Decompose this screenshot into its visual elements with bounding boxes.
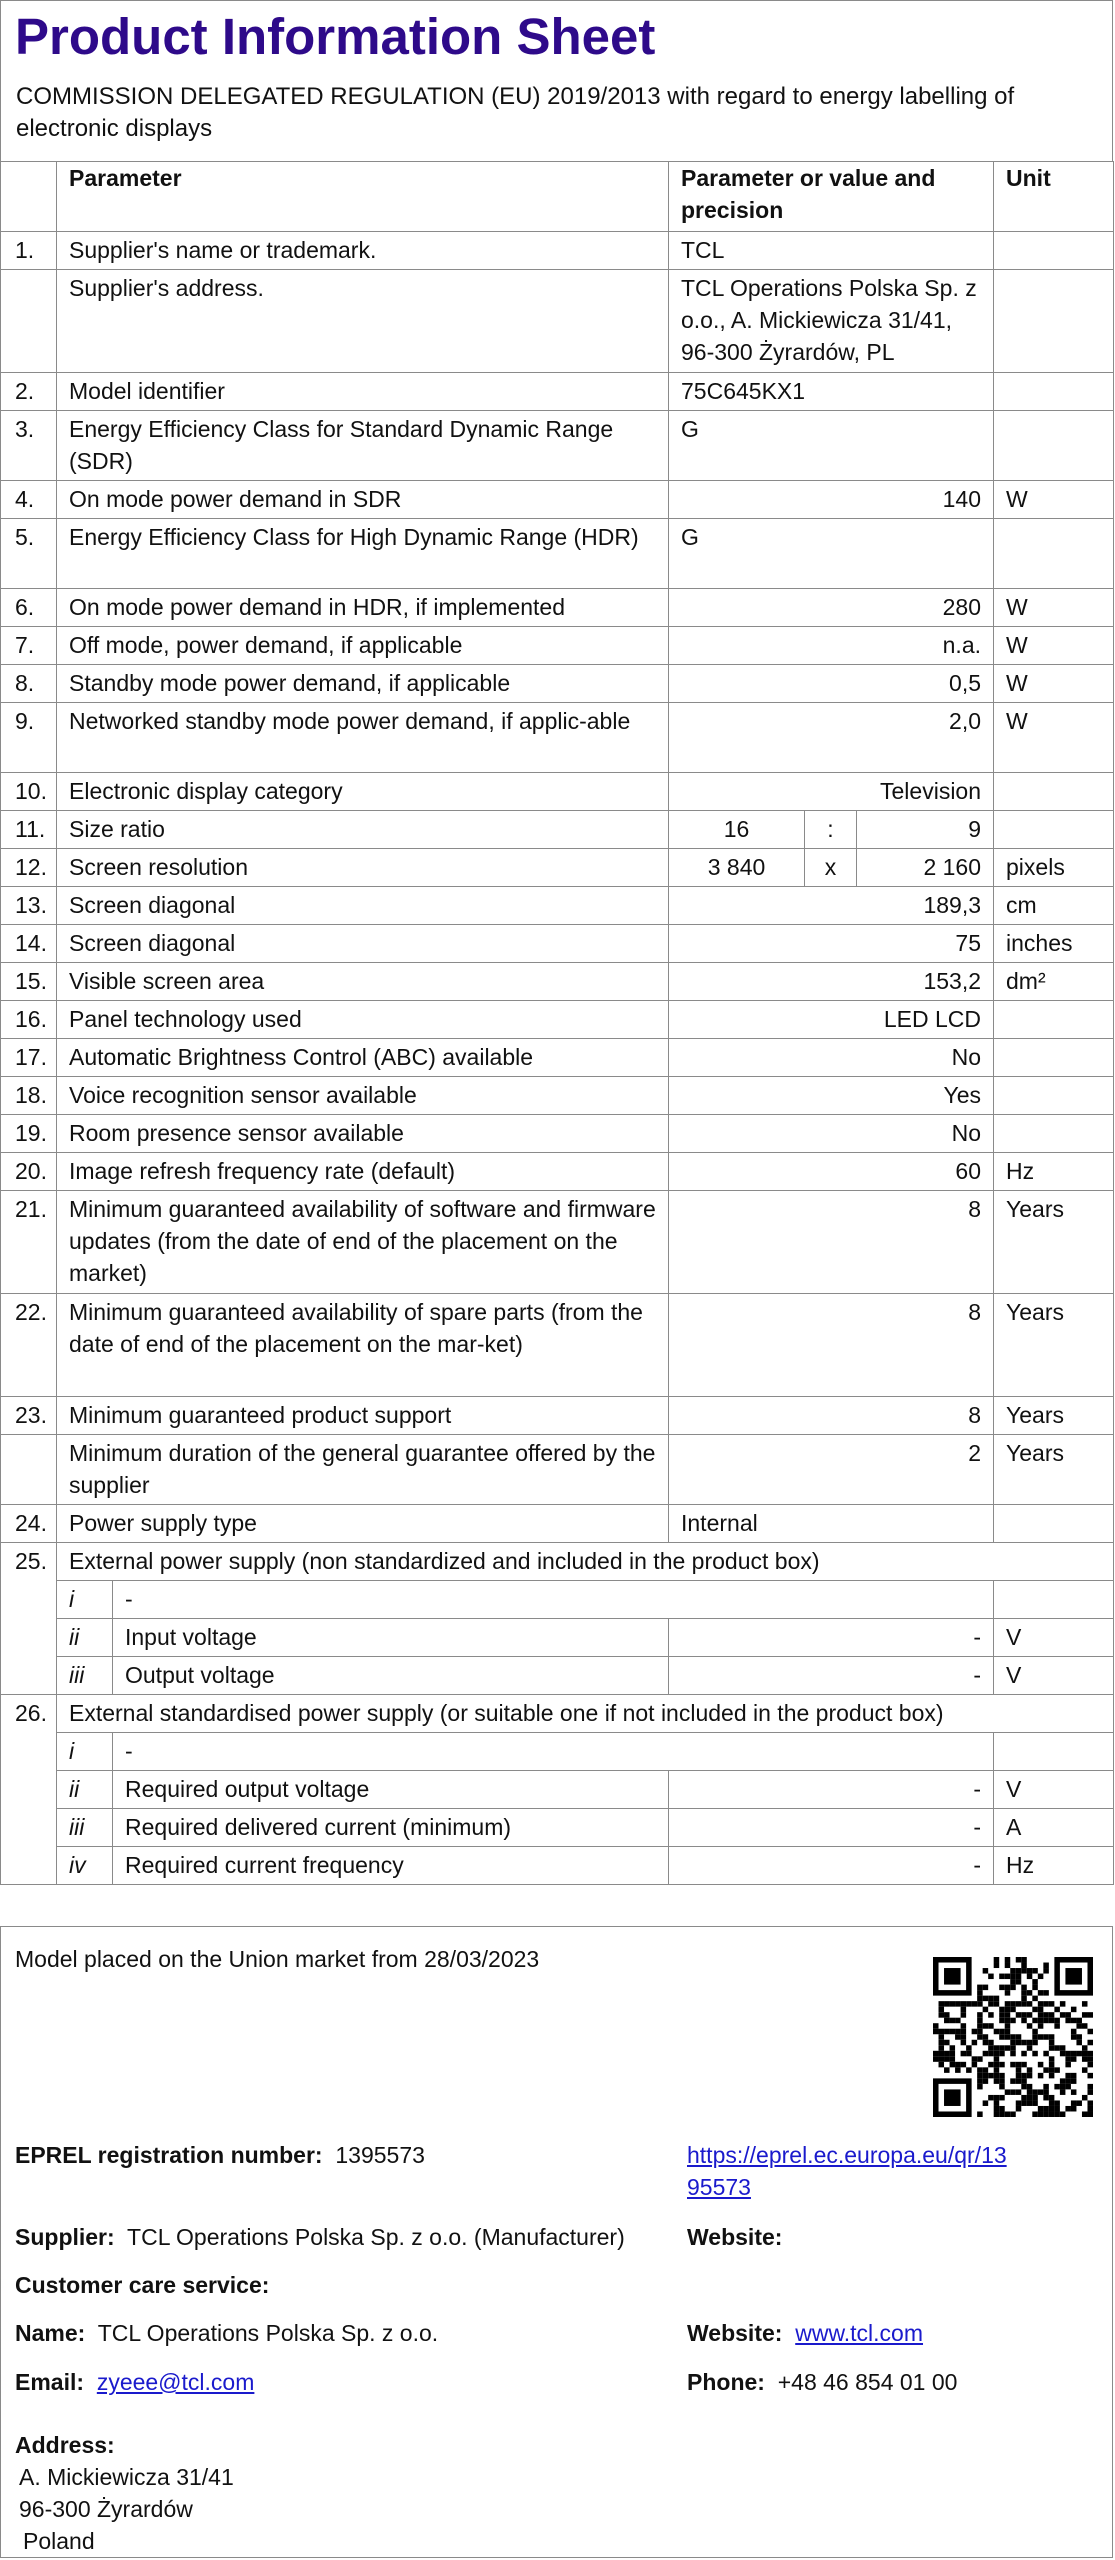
- row-number: 22.: [1, 1294, 57, 1397]
- row-unit: [994, 1039, 1114, 1077]
- row-number: 25.: [1, 1543, 57, 1695]
- row-value: No: [669, 1039, 994, 1077]
- sub-value: -: [669, 1847, 994, 1885]
- eprel-link-line2[interactable]: 95573: [687, 2174, 751, 2200]
- row-number: 10.: [1, 773, 57, 811]
- eprel-number: 1395573: [335, 2142, 425, 2168]
- sub-label: -: [113, 1581, 994, 1619]
- row-value: Internal: [669, 1505, 994, 1543]
- address-line-2: 96-300 Żyrardów: [19, 2496, 193, 2522]
- sub-unit: Hz: [994, 1847, 1114, 1885]
- row-number: [1, 270, 57, 373]
- table-row: [1, 665, 1114, 703]
- table-row: [1, 519, 1114, 589]
- row-number: 20.: [1, 1153, 57, 1191]
- footer-info: [0, 1926, 1113, 2558]
- row-unit: W: [994, 589, 1114, 627]
- row-unit: Years: [994, 1191, 1114, 1294]
- table-row: [1, 849, 1114, 887]
- row-parameter: Image refresh frequency rate (default): [57, 1153, 669, 1191]
- website-link[interactable]: www.tcl.com: [795, 2320, 924, 2346]
- address-label: Address:: [15, 2432, 115, 2458]
- row-parameter: Minimum guaranteed availability of spare parts (from the date of end of the placement on the mar-ket): [57, 1294, 669, 1397]
- website-row-2: [687, 2317, 923, 2349]
- supplier-label: Supplier:: [15, 2224, 115, 2250]
- table-header-row: [1, 162, 1114, 232]
- table-row: [1, 925, 1114, 963]
- supplier-value: TCL Operations Polska Sp. z o.o. (Manufacturer): [127, 2224, 625, 2250]
- row-parameter: On mode power demand in SDR: [57, 481, 669, 519]
- row-parameter: Energy Efficiency Class for Standard Dynamic Range (SDR): [57, 411, 669, 481]
- row-number: 9.: [1, 703, 57, 773]
- table-row: [1, 1294, 1114, 1397]
- address-line-1: A. Mickiewicza 31/41: [19, 2464, 234, 2490]
- row-value: LED LCD: [669, 1001, 994, 1039]
- row-value: 280: [669, 589, 994, 627]
- row-unit: pixels: [994, 849, 1114, 887]
- header-parameter: Parameter: [57, 162, 669, 232]
- sub-index: iii: [57, 1657, 113, 1695]
- row-value: 8: [669, 1294, 994, 1397]
- row-number: 13.: [1, 887, 57, 925]
- row-value: Television: [669, 773, 994, 811]
- row-parameter: Supplier's address.: [57, 270, 669, 373]
- sub-label: -: [113, 1733, 994, 1771]
- row-value: No: [669, 1115, 994, 1153]
- row-value: 8: [669, 1191, 994, 1294]
- sub-unit: V: [994, 1771, 1114, 1809]
- row-unit: [994, 232, 1114, 270]
- eprel-row: [15, 2139, 425, 2171]
- row-value: G: [669, 411, 994, 481]
- table-row: [1, 1039, 1114, 1077]
- row-value: 2: [669, 1435, 994, 1505]
- row-parameter: Minimum guaranteed availability of software and firmware updates (from the date of end of the placement on the market): [57, 1191, 669, 1294]
- row-value-sep: x: [805, 849, 857, 887]
- sub-unit: [994, 1733, 1114, 1771]
- row-parameter: Size ratio: [57, 811, 669, 849]
- sub-value: -: [669, 1619, 994, 1657]
- sub-label: Required current frequency: [113, 1847, 669, 1885]
- row-unit: Years: [994, 1294, 1114, 1397]
- row-number: 2.: [1, 373, 57, 411]
- row-value-a: 16: [669, 811, 805, 849]
- row-parameter: Power supply type: [57, 1505, 669, 1543]
- table-row: [1, 1001, 1114, 1039]
- table-row: [1, 1191, 1114, 1294]
- row-value: 153,2: [669, 963, 994, 1001]
- table-row: [1, 1657, 1114, 1695]
- row-number: 7.: [1, 627, 57, 665]
- table-row: [1, 773, 1114, 811]
- row-number: 26.: [1, 1695, 57, 1885]
- sub-value: -: [669, 1771, 994, 1809]
- row-value: G: [669, 519, 994, 589]
- row-parameter: Off mode, power demand, if applicable: [57, 627, 669, 665]
- table-row: [1, 1397, 1114, 1435]
- website-label-1: Website:: [687, 2224, 783, 2250]
- row-value: n.a.: [669, 627, 994, 665]
- row-number: 11.: [1, 811, 57, 849]
- header-value: Parameter or value and precision: [669, 162, 994, 232]
- row-unit: [994, 1077, 1114, 1115]
- table-row: [1, 1505, 1114, 1543]
- row-unit: W: [994, 481, 1114, 519]
- row-parameter: Visible screen area: [57, 963, 669, 1001]
- row-unit: Hz: [994, 1153, 1114, 1191]
- row-unit: [994, 1505, 1114, 1543]
- table-row: [1, 811, 1114, 849]
- sub-label: Required delivered current (minimum): [113, 1809, 669, 1847]
- sub-unit: V: [994, 1619, 1114, 1657]
- eprel-label: EPREL registration number:: [15, 2142, 323, 2168]
- row-number: 17.: [1, 1039, 57, 1077]
- row-parameter: Minimum duration of the general guarantee offered by the supplier: [57, 1435, 669, 1505]
- header-num: [1, 162, 57, 232]
- sub-value: -: [669, 1809, 994, 1847]
- name-label: Name:: [15, 2320, 86, 2346]
- phone-value: +48 46 854 01 00: [777, 2369, 958, 2395]
- row-unit: inches: [994, 925, 1114, 963]
- table-row: [1, 373, 1114, 411]
- supplier-row: [15, 2221, 625, 2253]
- sub-label: Input voltage: [113, 1619, 669, 1657]
- table-row: [1, 1435, 1114, 1505]
- row-number: 18.: [1, 1077, 57, 1115]
- row-unit: [994, 411, 1114, 481]
- row-unit: [994, 1001, 1114, 1039]
- regulation-subtitle: COMMISSION DELEGATED REGULATION (EU) 2019/2013 with regard to energy labelling of electronic displays: [16, 83, 1015, 142]
- row-number: 6.: [1, 589, 57, 627]
- row-parameter: Standby mode power demand, if applicable: [57, 665, 669, 703]
- header-unit: Unit: [994, 162, 1114, 232]
- row-unit: [994, 811, 1114, 849]
- care-name-row: [15, 2317, 438, 2349]
- sub-label: Required output voltage: [113, 1771, 669, 1809]
- eprel-link-line1[interactable]: https://eprel.ec.europa.eu/qr/13: [687, 2142, 1007, 2168]
- row-unit: W: [994, 665, 1114, 703]
- sub-index: ii: [57, 1619, 113, 1657]
- row-value: 189,3: [669, 887, 994, 925]
- row-unit: cm: [994, 887, 1114, 925]
- row-parameter: On mode power demand in HDR, if implemented: [57, 589, 669, 627]
- row-unit: W: [994, 703, 1114, 773]
- row-unit: [994, 1115, 1114, 1153]
- row-unit: [994, 373, 1114, 411]
- website-row-1: [687, 2221, 782, 2253]
- row-parameter: Electronic display category: [57, 773, 669, 811]
- table-row: [1, 1115, 1114, 1153]
- table-row: [1, 232, 1114, 270]
- row-unit: W: [994, 627, 1114, 665]
- table-row: [1, 1771, 1114, 1809]
- row-value: 8: [669, 1397, 994, 1435]
- email-link[interactable]: zyeee@tcl.com: [96, 2369, 255, 2395]
- table-row: [1, 1153, 1114, 1191]
- sub-index: iii: [57, 1809, 113, 1847]
- row-number: 24.: [1, 1505, 57, 1543]
- row-parameter: Minimum guaranteed product support: [57, 1397, 669, 1435]
- row-number: 16.: [1, 1001, 57, 1039]
- sub-index: i: [57, 1581, 113, 1619]
- row-number: 23.: [1, 1397, 57, 1435]
- std_psu-title-row: [1, 1695, 1114, 1733]
- row-parameter: Model identifier: [57, 373, 669, 411]
- phone-label: Phone:: [687, 2369, 765, 2395]
- table-row: [1, 1077, 1114, 1115]
- row-unit: [994, 773, 1114, 811]
- row-number: 5.: [1, 519, 57, 589]
- row-value: 2,0: [669, 703, 994, 773]
- row-parameter: Networked standby mode power demand, if applic-able: [57, 703, 669, 773]
- row-unit: dm²: [994, 963, 1114, 1001]
- table-row: [1, 1809, 1114, 1847]
- sub-label: Output voltage: [113, 1657, 669, 1695]
- table-row: [1, 703, 1114, 773]
- table-row: [1, 1581, 1114, 1619]
- qr-code-icon: [933, 1957, 1093, 2117]
- sub-unit: V: [994, 1657, 1114, 1695]
- row-value: 75: [669, 925, 994, 963]
- email-row: [15, 2366, 254, 2398]
- eprel-link[interactable]: [687, 2139, 1007, 2203]
- row-number: 1.: [1, 232, 57, 270]
- row-value: TCL: [669, 232, 994, 270]
- table-row: [1, 481, 1114, 519]
- row-unit: [994, 270, 1114, 373]
- row-number: 21.: [1, 1191, 57, 1294]
- group-title: External standardised power supply (or suitable one if not included in the product box): [57, 1695, 1114, 1733]
- website-label-2: Website:: [687, 2320, 783, 2346]
- row-parameter: Screen diagonal: [57, 925, 669, 963]
- row-value-sep: :: [805, 811, 857, 849]
- header: [0, 0, 1113, 162]
- row-parameter: Room presence sensor available: [57, 1115, 669, 1153]
- page-title: Product Information Sheet: [15, 8, 656, 65]
- table-row: [1, 1733, 1114, 1771]
- table-row: [1, 589, 1114, 627]
- address-line-3: Poland: [23, 2528, 95, 2554]
- name-value: TCL Operations Polska Sp. z o.o.: [97, 2320, 439, 2346]
- row-number: 15.: [1, 963, 57, 1001]
- row-number: 14.: [1, 925, 57, 963]
- table-row: [1, 1619, 1114, 1657]
- table-row: [1, 270, 1114, 373]
- row-parameter: Energy Efficiency Class for High Dynamic Range (HDR): [57, 519, 669, 589]
- table-row: [1, 627, 1114, 665]
- row-value: 60: [669, 1153, 994, 1191]
- row-parameter: Supplier's name or trademark.: [57, 232, 669, 270]
- email-label: Email:: [15, 2369, 85, 2395]
- row-unit: Years: [994, 1397, 1114, 1435]
- row-value: 75C645KX1: [669, 373, 994, 411]
- row-number: 12.: [1, 849, 57, 887]
- row-unit: Years: [994, 1435, 1114, 1505]
- row-parameter: Voice recognition sensor available: [57, 1077, 669, 1115]
- row-value: 140: [669, 481, 994, 519]
- customer-care-heading: Customer care service:: [15, 2272, 270, 2298]
- row-unit: [994, 519, 1114, 589]
- spec-table: [0, 161, 1114, 1885]
- row-value-b: 9: [857, 811, 994, 849]
- table-row: [1, 1847, 1114, 1885]
- row-number: 3.: [1, 411, 57, 481]
- spec-table-body: [1, 232, 1114, 1885]
- row-value: 0,5: [669, 665, 994, 703]
- market-date-text: Model placed on the Union market from 28/03/2023: [15, 1946, 540, 1972]
- group-title: External power supply (non standardized and included in the product box): [57, 1543, 1114, 1581]
- sub-value: -: [669, 1657, 994, 1695]
- row-parameter: Automatic Brightness Control (ABC) available: [57, 1039, 669, 1077]
- row-value: Yes: [669, 1077, 994, 1115]
- phone-row: [687, 2366, 957, 2398]
- sub-index: i: [57, 1733, 113, 1771]
- row-number: [1, 1435, 57, 1505]
- sub-index: iv: [57, 1847, 113, 1885]
- row-parameter: Screen resolution: [57, 849, 669, 887]
- sub-unit: [994, 1581, 1114, 1619]
- row-value-b: 2 160: [857, 849, 994, 887]
- row-parameter: Panel technology used: [57, 1001, 669, 1039]
- table-row: [1, 411, 1114, 481]
- row-value: TCL Operations Polska Sp. z o.o., A. Mickiewicza 31/41, 96-300 Żyrardów, PL: [669, 270, 994, 373]
- table-row: [1, 887, 1114, 925]
- table-row: [1, 963, 1114, 1001]
- ext_psu-title-row: [1, 1543, 1114, 1581]
- row-number: 19.: [1, 1115, 57, 1153]
- sub-unit: A: [994, 1809, 1114, 1847]
- row-parameter: Screen diagonal: [57, 887, 669, 925]
- sub-index: ii: [57, 1771, 113, 1809]
- row-value-a: 3 840: [669, 849, 805, 887]
- row-number: 8.: [1, 665, 57, 703]
- row-number: 4.: [1, 481, 57, 519]
